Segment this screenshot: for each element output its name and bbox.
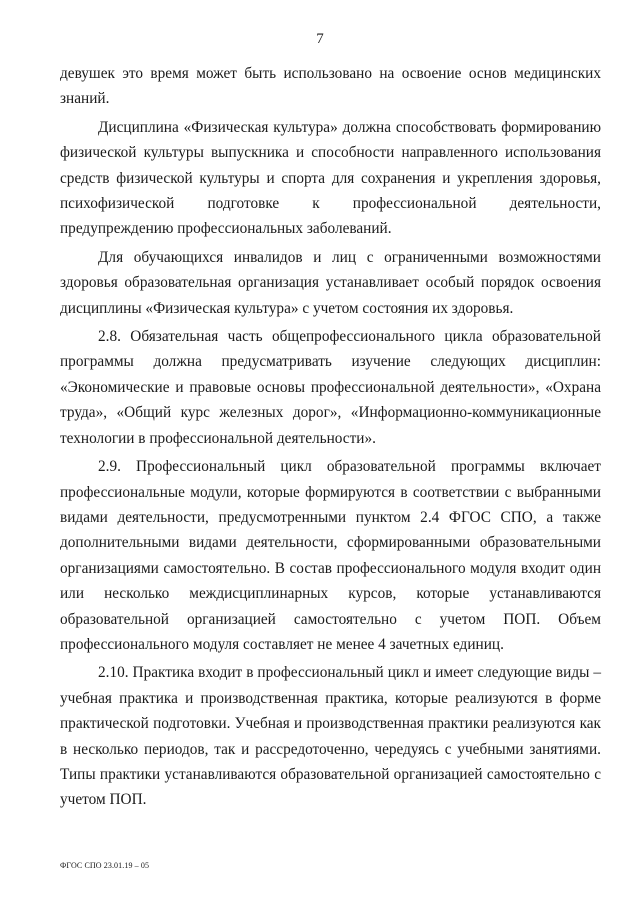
paragraph: 2.9. Профессиональный цикл образовательной программы включает профессиональные модули, которые формируются в соответствии с выбранными видами деятельности, предусмотренными пунктом 2.4 ФГОС СПО, а также дополнительными видами деятельности, сформированными образовательными организациями самостоятельно. В состав профессионального модуля входит один или несколько междисциплинарных курсов, которые устанавливаются образовательной организацией самостоятельно с учетом ПОП. Объем профессионального модуля составляет не менее 4 зачетных единиц. <box>60 458 601 653</box>
paragraph: 2.10. Практика входит в профессиональный цикл и имеет следующие виды – учебная практика и производственная практика, которые реализуются в форме практической подготовки. Учебная и производственная практики реализуются как в несколько периодов, так и рассредоточенно, чередуясь с учебными занятиями. Типы практики устанавливаются образовательной организацией самостоятельно с учетом ПОП. <box>60 664 601 809</box>
paragraph: Для обучающихся инвалидов и лиц с ограниченными возможностями здоровья образовательная организация устанавливает особый порядок освоения дисциплины «Физическая культура» с учетом состояния их здоровья. <box>60 248 601 317</box>
page-footer: ФГОС СПО 23.01.19 – 05 <box>60 861 150 870</box>
paragraph: 2.8. Обязательная часть общепрофессионального цикла образовательной программы должна предусматривать изучение следующих дисциплин: «Экономические и правовые основы профессиональной деятельности», «Охрана труда», «Общий курс железных дорог», «Информационно-коммуникационные технологии в профессиональной деятельности». <box>60 328 601 447</box>
paragraph: Дисциплина «Физическая культура» должна способствовать формированию физической культуры выпускника и способности направленного использования средств физической культуры и спорта для сохранения и укрепления здоровья, психофизической подготовке к профессиональной деятельности, предупреждению профессиональных заболеваний. <box>60 118 601 238</box>
document-body <box>60 61 601 816</box>
page-number: 7 <box>316 31 324 47</box>
paragraph: девушек это время может быть использовано на освоение основ медицинских знаний. <box>60 65 601 108</box>
